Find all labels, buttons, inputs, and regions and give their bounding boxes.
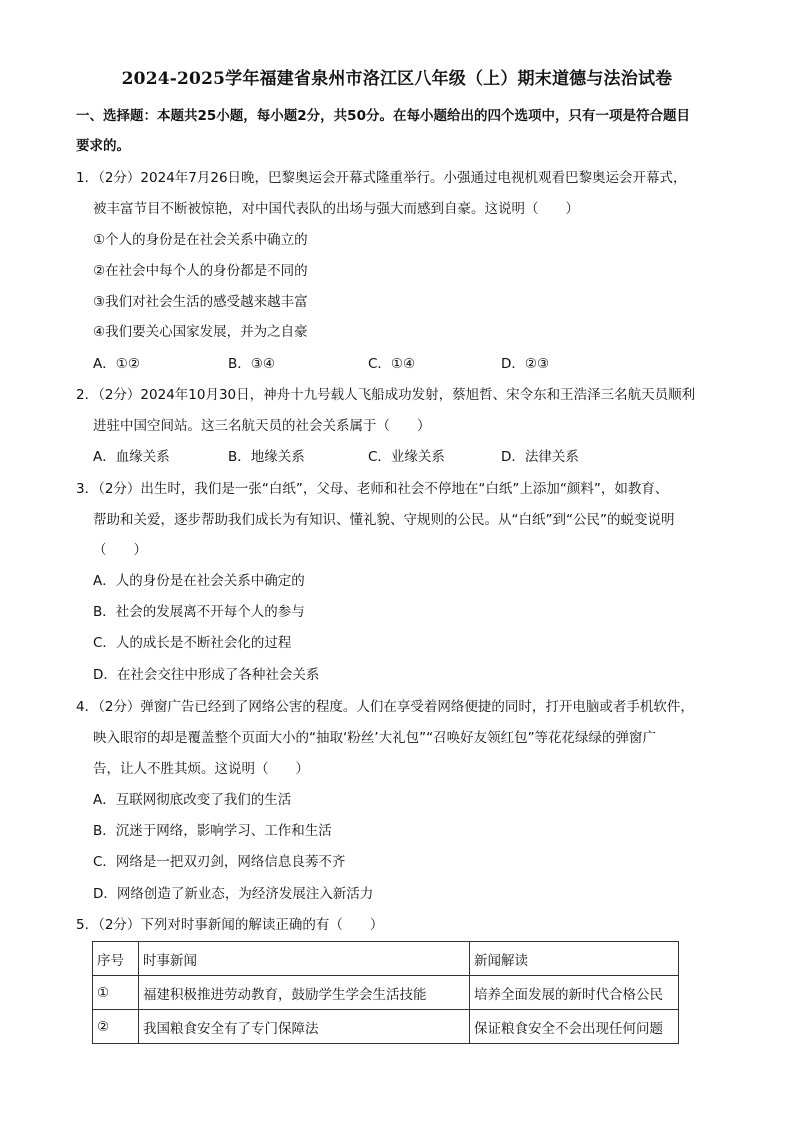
q3-option-a[interactable]: A．人的身份是在社会关系中确定的: [93, 573, 305, 589]
q4-option-b[interactable]: B．沉迷于网络，影响学习、工作和生活: [93, 823, 332, 839]
section-instruction-line2: 要求的。: [76, 138, 130, 154]
q3-option-d[interactable]: D．在社会交往中形成了各种社会关系: [93, 667, 320, 683]
table-cell: ②: [93, 1010, 139, 1044]
q5-stem-line1: 5．（2分）下列对时事新闻的解读正确的有（ ）: [76, 917, 384, 933]
q4-option-a[interactable]: A．互联网彻底改变了我们的生活: [93, 792, 292, 808]
q4-stem-line1: 4．（2分）弹窗广告已经到了网络公害的程度。人们在享受着网络便捷的同时，打开电脑或者手机软件，: [76, 699, 694, 715]
q1-statement-4: ④我们要关心国家发展，并为之自豪: [93, 324, 308, 340]
q4-stem-line3: 告，让人不胜其烦。这说明（ ）: [93, 761, 309, 777]
table-cell: ①: [93, 976, 139, 1010]
table-header-cell: 时事新闻: [139, 942, 470, 976]
q3-option-b[interactable]: B．社会的发展离不开每个人的参与: [93, 604, 305, 620]
q4-option-d[interactable]: D．网络创造了新业态，为经济发展注入新活力: [93, 886, 374, 902]
table-cell: 福建积极推进劳动教育，鼓励学生学会生活技能: [139, 976, 470, 1010]
table-row: [93, 976, 679, 1010]
q2-option-d[interactable]: D．法律关系: [501, 449, 579, 465]
q1-option-a[interactable]: A．①②: [93, 356, 140, 372]
q1-stem-line2: 被丰富节目不断被惊艳，对中国代表队的出场与强大而感到自豪。这说明（ ）: [93, 201, 579, 217]
q3-option-c[interactable]: C．人的成长是不断社会化的过程: [93, 635, 292, 651]
q1-option-c[interactable]: C．①④: [368, 356, 416, 372]
q3-stem-line3: （ ）: [93, 542, 147, 558]
q2-option-b[interactable]: B．地缘关系: [228, 449, 305, 465]
q1-statement-2: ②在社会中每个人的身份都是不同的: [93, 263, 308, 279]
q4-option-c[interactable]: C．网络是一把双刃剑，网络信息良莠不齐: [93, 854, 346, 870]
section-instruction-line1: 一、选择题：本题共25小题，每小题2分，共50分。在每小题给出的四个选项中，只有一项是符合题目: [76, 108, 690, 124]
table-header-cell: 序号: [93, 942, 139, 976]
table-cell: 保证粮食安全不会出现任何问题: [470, 1010, 679, 1044]
q2-option-a[interactable]: A．血缘关系: [93, 449, 170, 465]
q4-stem-line2: 映入眼帘的却是覆盖整个页面大小的“抽取‘粉丝’大礼包”“召唤好友领红包”等花花绿绿的弹窗广: [93, 730, 657, 746]
table-cell: 我国粮食安全有了专门保障法: [139, 1010, 470, 1044]
q1-options: [93, 354, 693, 374]
table-row: [93, 1010, 679, 1044]
q1-option-b[interactable]: B．③④: [228, 356, 275, 372]
table-header-row: [93, 942, 679, 976]
q1-stem-line1: 1．（2分）2024年7月26日晚，巴黎奥运会开幕式隆重举行。小强通过电视机观看巴黎奥运会开幕式，: [76, 170, 687, 186]
q2-option-c[interactable]: C．业缘关系: [368, 449, 445, 465]
q1-statement-1: ①个人的身份是在社会关系中确立的: [93, 232, 308, 248]
table-cell: 培养全面发展的新时代合格公民: [470, 976, 679, 1010]
q2-options: [93, 447, 693, 467]
q2-stem-line1: 2．（2分）2024年10月30日，神舟十九号载人飞船成功发射，蔡旭哲、宋令东和王浩泽三名航天员顺利: [76, 387, 696, 403]
q3-stem-line1: 3．（2分）出生时，我们是一张“白纸”，父母、老师和社会不停地在“白纸”上添加“颜料”，如教育、: [76, 481, 669, 497]
q2-stem-line2: 进驻中国空间站。这三名航天员的社会关系属于（ ）: [93, 418, 431, 434]
q3-stem-line2: 帮助和关爱，逐步帮助我们成长为有知识、懂礼貌、守规则的公民。从“白纸”到“公民”的蜕变说明: [93, 512, 675, 528]
news-table: [92, 941, 679, 1044]
table-header-cell: 新闻解读: [470, 942, 679, 976]
q1-option-d[interactable]: D．②③: [501, 356, 550, 372]
q1-statement-3: ③我们对社会生活的感受越来越丰富: [93, 294, 308, 310]
exam-title: 2024-2025学年福建省泉州市洛江区八年级（上）期末道德与法治试卷: [121, 69, 673, 89]
